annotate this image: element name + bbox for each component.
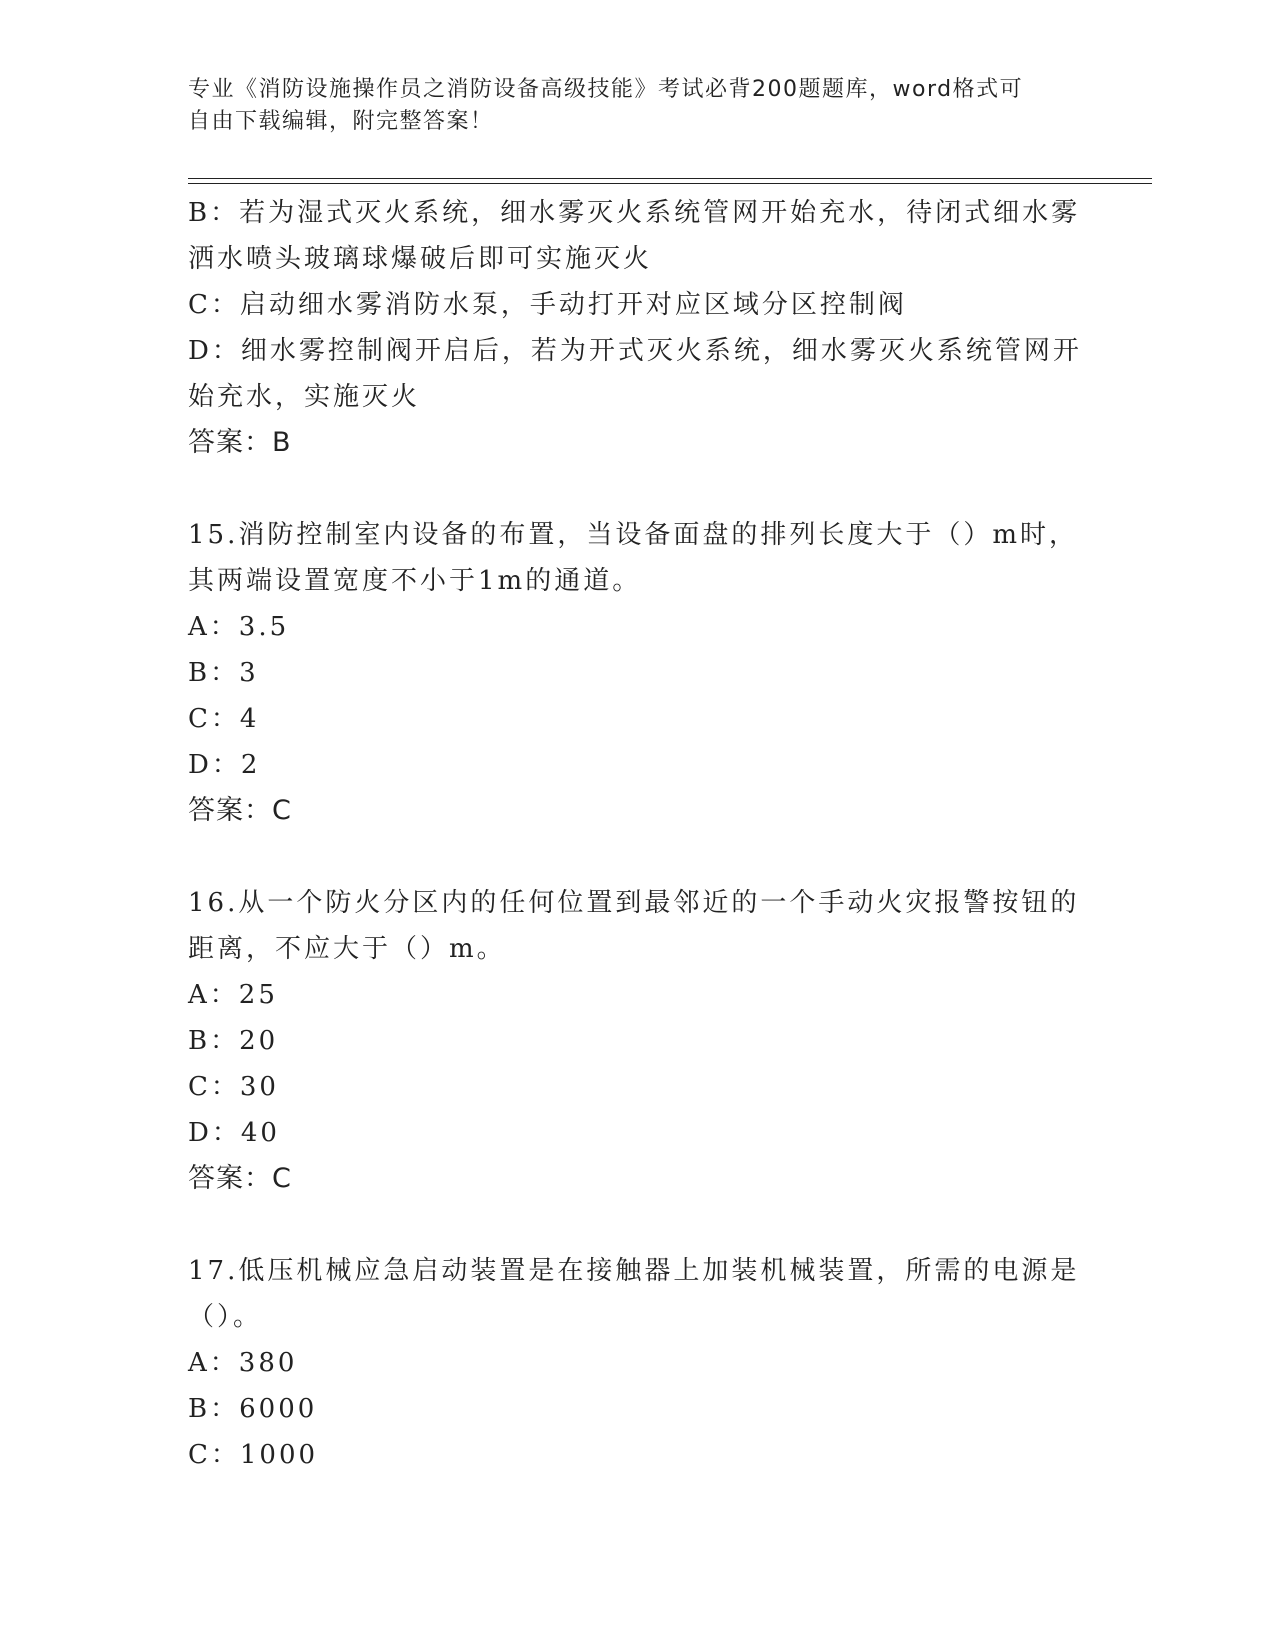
answer-line: 答案：B xyxy=(188,427,292,458)
question-stem-line: （）。 xyxy=(188,1302,263,1332)
option-b: B：20 xyxy=(188,1026,279,1056)
option-c: C：4 xyxy=(188,704,260,734)
header-divider-bottom xyxy=(188,183,1152,184)
question-stem-line: 距离，不应大于（）m。 xyxy=(188,934,506,964)
option-b xyxy=(188,190,1088,282)
header-title-line-2: 自由下载编辑，附完整答案！ xyxy=(188,109,494,134)
option-text-line: 始充水，实施灭火 xyxy=(188,382,421,412)
answer-line: 答案：C xyxy=(188,1163,292,1194)
spacer xyxy=(188,466,1088,512)
option-b: B：6000 xyxy=(188,1394,318,1424)
question-15 xyxy=(188,512,1088,834)
option-text-line: C：启动细水雾消防水泵，手动打开对应区域分区控制阀 xyxy=(188,290,907,320)
spacer xyxy=(188,1202,1088,1248)
carryover-question xyxy=(188,190,1088,466)
question-stem-line: 15.消防控制室内设备的布置，当设备面盘的排列长度大于（）m时， xyxy=(188,520,1079,550)
option-d: D：40 xyxy=(188,1118,280,1148)
header-divider-top xyxy=(188,178,1152,179)
option-c: C：1000 xyxy=(188,1440,319,1470)
option-text-line: 洒水喷头玻璃球爆破后即可实施灭火 xyxy=(188,244,653,274)
option-b: B：3 xyxy=(188,658,259,688)
document-body xyxy=(188,190,1088,1478)
question-16 xyxy=(188,880,1088,1202)
page-header xyxy=(188,74,1068,138)
option-d: D：2 xyxy=(188,750,261,780)
header-title-line-1: 专业《消防设施操作员之消防设备高级技能》考试必背200题题库，word格式可 xyxy=(188,77,1024,102)
option-text-line: B：若为湿式灭火系统，细水雾灭火系统管网开始充水，待闭式细水雾 xyxy=(188,198,1081,228)
option-a: A：3.5 xyxy=(188,612,290,642)
option-d xyxy=(188,328,1088,420)
option-text-line: D：细水雾控制阀开启后，若为开式灭火系统，细水雾灭火系统管网开 xyxy=(188,336,1082,366)
option-c xyxy=(188,282,1088,328)
question-stem-line: 17.低压机械应急启动装置是在接触器上加装机械装置，所需的电源是 xyxy=(188,1256,1080,1286)
question-stem-line: 其两端设置宽度不小于1m的通道。 xyxy=(188,566,642,596)
question-stem-line: 16.从一个防火分区内的任何位置到最邻近的一个手动火灾报警按钮的 xyxy=(188,888,1080,918)
spacer xyxy=(188,834,1088,880)
option-c: C：30 xyxy=(188,1072,279,1102)
option-a: A：25 xyxy=(188,980,278,1010)
question-17 xyxy=(188,1248,1088,1478)
option-a: A：380 xyxy=(188,1348,298,1378)
answer-line: 答案：C xyxy=(188,795,292,826)
